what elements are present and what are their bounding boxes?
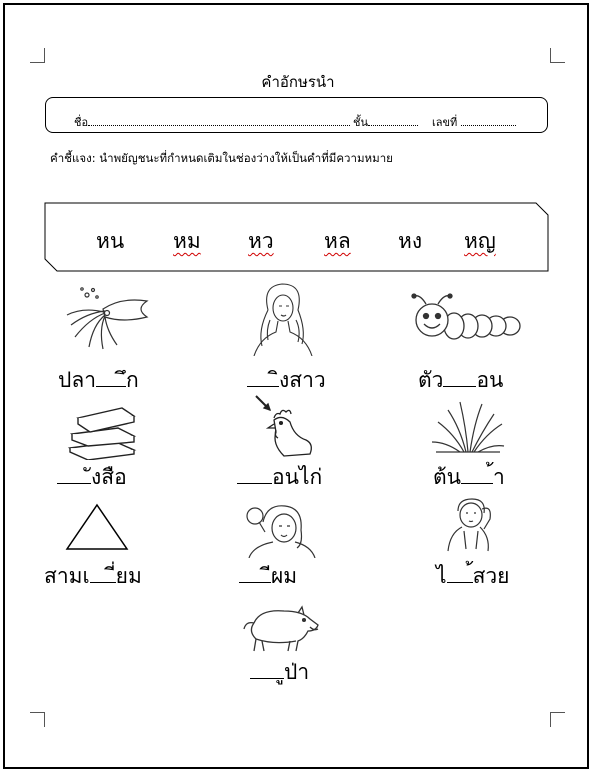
- cluster-hol: หล: [324, 229, 351, 253]
- word-comb-suffix: ีผม: [271, 564, 298, 588]
- word-comb-blank[interactable]: [239, 580, 271, 583]
- word-caterpillar-suffix: อน: [476, 368, 504, 392]
- books-picture: [64, 404, 138, 460]
- cluster-hoy: หญ: [464, 229, 496, 253]
- word-squid-blank[interactable]: [96, 384, 126, 387]
- cluster-how: หว: [248, 229, 274, 253]
- word-triangle-suffix: ี่ยม: [115, 564, 142, 588]
- word-squid-suffix: ึก: [126, 368, 139, 392]
- word-caterpillar-blank[interactable]: [443, 384, 476, 387]
- word-squid-prefix: ปลา: [58, 368, 96, 392]
- class-blank[interactable]: [368, 116, 418, 126]
- word-girl-blank[interactable]: [247, 384, 279, 387]
- word-girl: [247, 370, 326, 391]
- word-caterpillar: [418, 370, 503, 391]
- number-blank[interactable]: [461, 116, 516, 126]
- girl-picture: [248, 280, 316, 356]
- cluster-hon: หน: [96, 229, 125, 253]
- number-field[interactable]: [432, 113, 516, 131]
- word-triangle-blank[interactable]: [90, 580, 116, 583]
- word-boy-prefix: ไ: [436, 564, 447, 588]
- word-rooster-suffix: อนไก่: [272, 465, 323, 489]
- word-boar-blank[interactable]: [250, 676, 284, 679]
- word-grass-prefix: ต้น: [433, 465, 461, 489]
- name-label: ชื่อ: [74, 116, 89, 129]
- word-boy-suffix: ้สวย: [472, 564, 510, 588]
- rooster-picture: [254, 392, 318, 458]
- word-rooster: [237, 467, 322, 488]
- word-rooster-blank[interactable]: [237, 481, 272, 484]
- number-label: เลขที่: [432, 116, 458, 129]
- cluster-hong: หง: [398, 229, 423, 253]
- squid-picture: [63, 285, 151, 353]
- word-boar: [250, 662, 309, 683]
- word-girl-suffix: ิงสาว: [279, 368, 326, 392]
- boar-picture: [240, 601, 320, 653]
- word-boy: [436, 566, 509, 587]
- word-boar-suffix: ูป่า: [284, 660, 310, 684]
- cluster-hom: หม: [173, 229, 201, 253]
- caterpillar-picture: [408, 292, 524, 348]
- word-books: [57, 467, 127, 488]
- class-label: ชั้น: [353, 116, 368, 129]
- word-comb: [239, 566, 297, 587]
- word-books-blank[interactable]: [57, 481, 91, 484]
- worksheet-title: คำอักษรนำ: [261, 73, 335, 91]
- crop-mark-top-left: [30, 48, 45, 63]
- class-field[interactable]: [353, 113, 418, 131]
- boy-picture: [444, 497, 496, 553]
- name-field[interactable]: [74, 113, 350, 131]
- word-grass-blank[interactable]: [461, 481, 493, 484]
- word-boy-blank[interactable]: [447, 580, 473, 583]
- word-caterpillar-prefix: ตัว: [418, 368, 444, 392]
- word-triangle-prefix: สามเ: [44, 564, 90, 588]
- name-blank[interactable]: [88, 116, 350, 126]
- triangle-picture: [65, 503, 129, 551]
- crop-mark-bottom-left: [30, 712, 45, 727]
- girl-combing-picture: [243, 500, 317, 558]
- crop-mark-top-right: [550, 48, 565, 63]
- grass-picture: [430, 398, 506, 454]
- crop-mark-bottom-right: [550, 712, 565, 727]
- word-squid: [58, 370, 139, 391]
- word-triangle: [44, 566, 142, 587]
- word-grass-suffix: ้า: [493, 465, 505, 489]
- instruction-text: คำชี้แจง: นำพยัญชนะที่กำหนดเติมในช่องว่างให้เป็นคำที่มีความหมาย: [50, 151, 393, 165]
- word-grass: [433, 467, 505, 488]
- word-books-suffix: ังสือ: [91, 465, 127, 489]
